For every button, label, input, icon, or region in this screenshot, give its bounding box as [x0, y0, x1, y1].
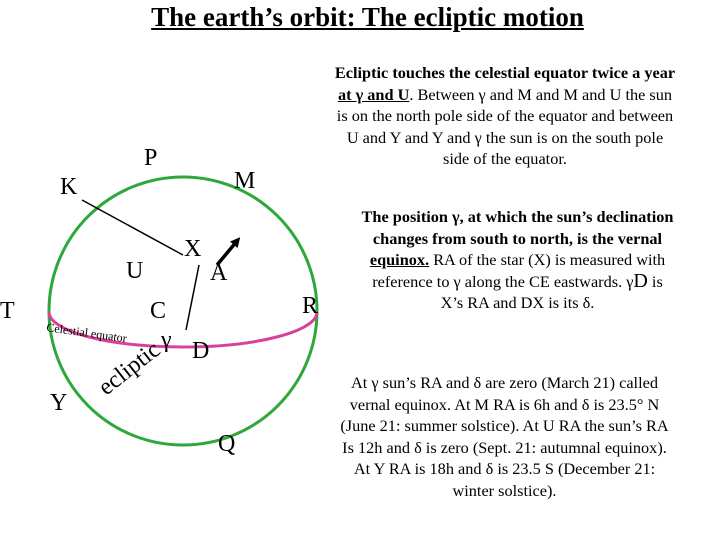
p1-line-2: at γ and U. Between γ and M and M and U the sun [337, 84, 673, 104]
line-to-d [186, 265, 199, 330]
vernal-equinox-paragraph [320, 206, 715, 314]
label-c: C [150, 298, 167, 324]
label-k: K [60, 174, 78, 200]
equinox-solstice-paragraph [292, 372, 717, 501]
label-m: M [234, 168, 256, 194]
p2-line-4: reference to γ along the CE eastwards. γD is [372, 269, 663, 292]
line-k-to-center [82, 200, 183, 255]
page-title: The earth’s orbit: The ecliptic motion [151, 2, 584, 32]
label-q: Q [218, 431, 236, 457]
p1-line-1: Ecliptic touches the celestial equator twice a year [334, 63, 676, 82]
p2-line-3: equinox. RA of the star (X) is measured with [369, 250, 666, 269]
p3-line-1: At γ sun’s RA and δ are zero (March 21) called [351, 373, 658, 392]
p3-line-6: winter solstice). [452, 480, 557, 500]
label-gamma: γ [161, 327, 172, 353]
label-d: D [192, 338, 210, 364]
p1-line-4: U and Y and Y and γ the sun is on the south pole [346, 127, 664, 147]
label-ecliptic: ecliptic [93, 336, 166, 401]
label-x: X [184, 236, 202, 262]
label-r: R [302, 293, 319, 319]
p3-line-5: At Y RA is 18h and δ is 23.5 S (December 21: [353, 459, 656, 478]
p3-line-4: Is 12h and δ is zero (Sept. 21: autumnal equinox). [342, 437, 667, 457]
label-u: U [126, 258, 144, 284]
p3-line-2: vernal equinox. At M RA is 6h and δ is 23.5° N [349, 394, 660, 414]
label-a: A [210, 260, 228, 286]
ecliptic-touch-paragraph [290, 62, 720, 170]
label-y: Y [50, 390, 68, 416]
celestial-sphere-circle [49, 177, 317, 445]
p3-line-3: (June 21: summer solstice). At U RA the sun’s RA [340, 416, 669, 435]
p1-line-3: is on the north pole side of the equator and between [336, 106, 674, 125]
label-p: P [144, 145, 158, 171]
label-celestial-equator: Celestial equator [45, 320, 128, 346]
p2-line-5: X’s RA and DX is its δ. [440, 293, 595, 312]
p2-line-1: The position γ, at which the sun’s declination [361, 207, 674, 226]
label-t: T [0, 298, 15, 324]
p1-line-5: side of the equator. [443, 149, 567, 168]
p2-line-2: changes from south to north, is the vernal [372, 228, 663, 248]
